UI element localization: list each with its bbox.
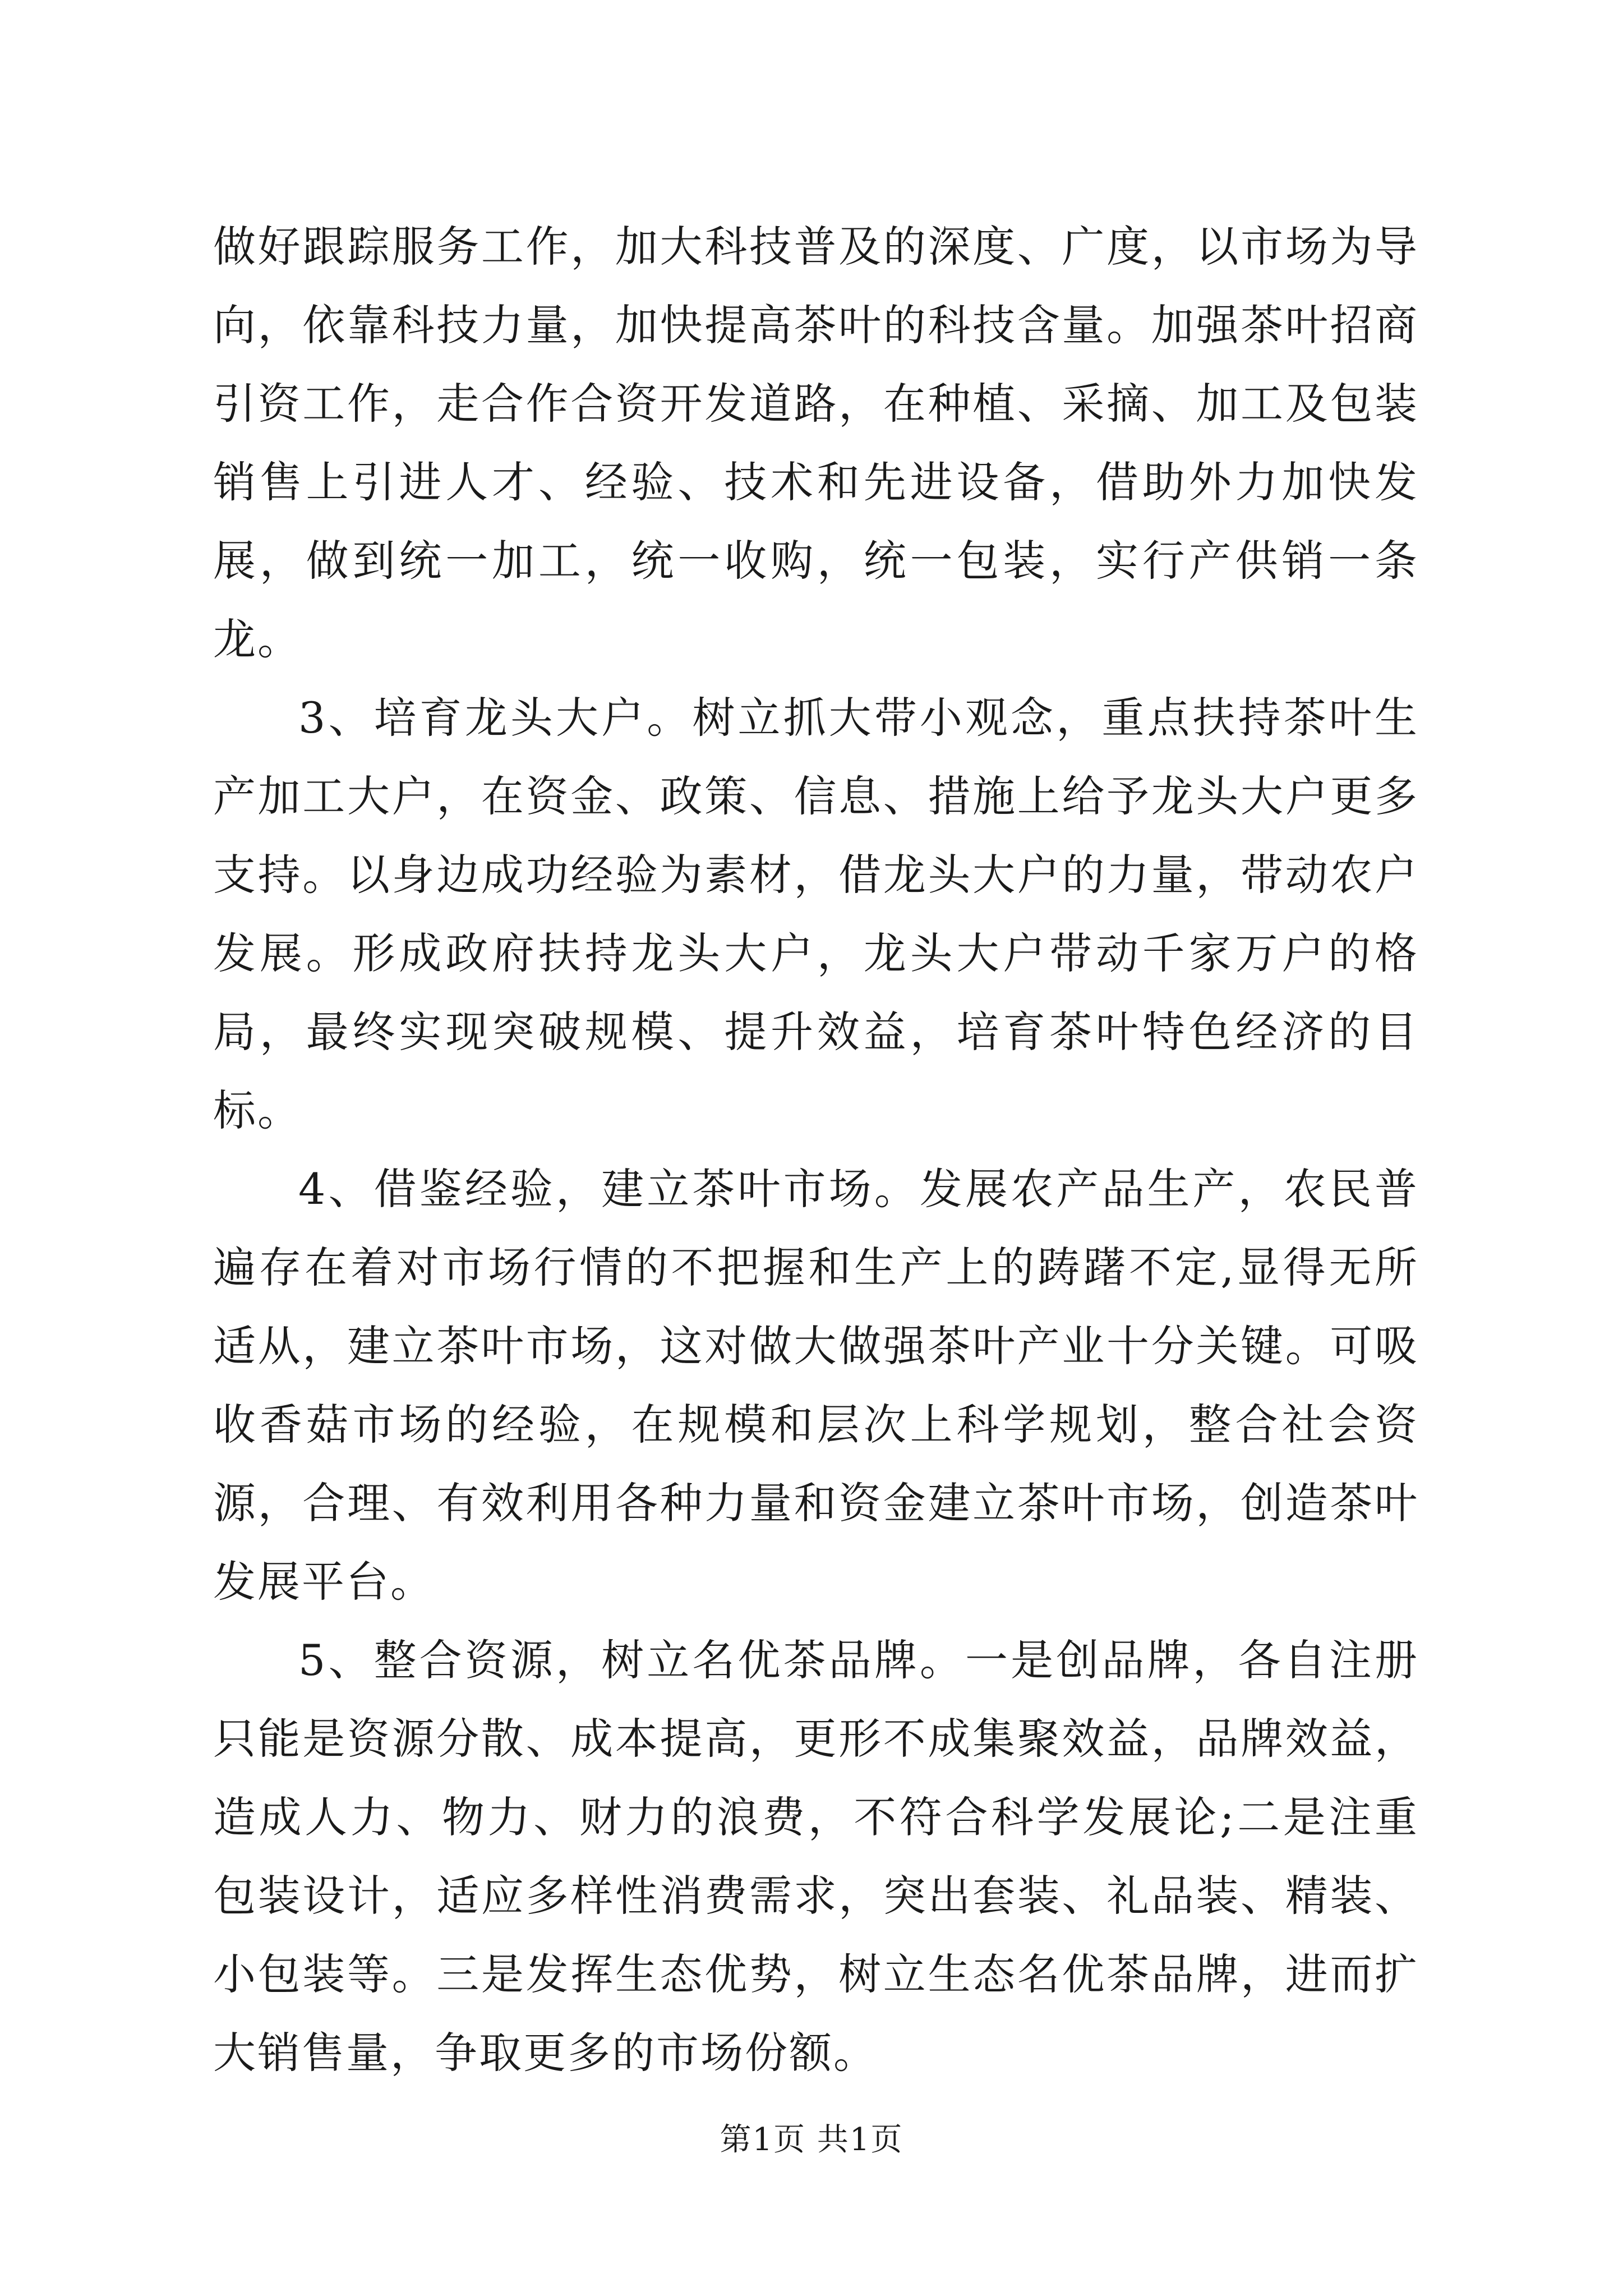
document-body xyxy=(213,208,1419,2092)
paragraph-3: 4、借鉴经验，建立茶叶市场。发展农产品生产，农民普遍存在着对市场行情的不把握和生产上的踌躇不定,显得无所适从，建立茶叶市场，这对做大做强茶叶产业十分关键。可吸收香菇市场的经验，在规模和层次上科学规划，整合社会资源，合理、有效利用各种力量和资金建立茶叶市场，创造茶叶发展平台。 xyxy=(213,1164,1419,1607)
paragraph-4: 5、整合资源，树立名优茶品牌。一是创品牌，各自注册只能是资源分散、成本提高，更形不成集聚效益，品牌效益，造成人力、物力、财力的浪费，不符合科学发展论;二是注重包装设计，适应多样性消费需求，突出套装、礼品装、精装、小包装等。三是发挥生态优势，树立生态名优茶品牌，进而扩大销售量，争取更多的市场份额。 xyxy=(213,1635,1419,2078)
page-number-footer: 第1页 共1页 xyxy=(720,2122,903,2158)
paragraph-2: 3、培育龙头大户。树立抓大带小观念，重点扶持茶叶生产加工大户，在资金、政策、信息、措施上给予龙头大户更多支持。以身边成功经验为素材，借龙头大户的力量，带动农户发展。形成政府扶持龙头大户，龙头大户带动千家万户的格局，最终实现突破规模、提升效益，培育茶叶特色经济的目标。 xyxy=(213,693,1419,1135)
paragraph-1: 做好跟踪服务工作，加大科技普及的深度、广度，以市场为导向，依靠科技力量，加快提高茶叶的科技含量。加强茶叶招商引资工作，走合作合资开发道路，在种植、采摘、加工及包装销售上引进人才、经验、技术和先进设备，借助外力加快发展，做到统一加工，统一收购，统一包装，实行产供销一条龙。 xyxy=(213,222,1419,664)
